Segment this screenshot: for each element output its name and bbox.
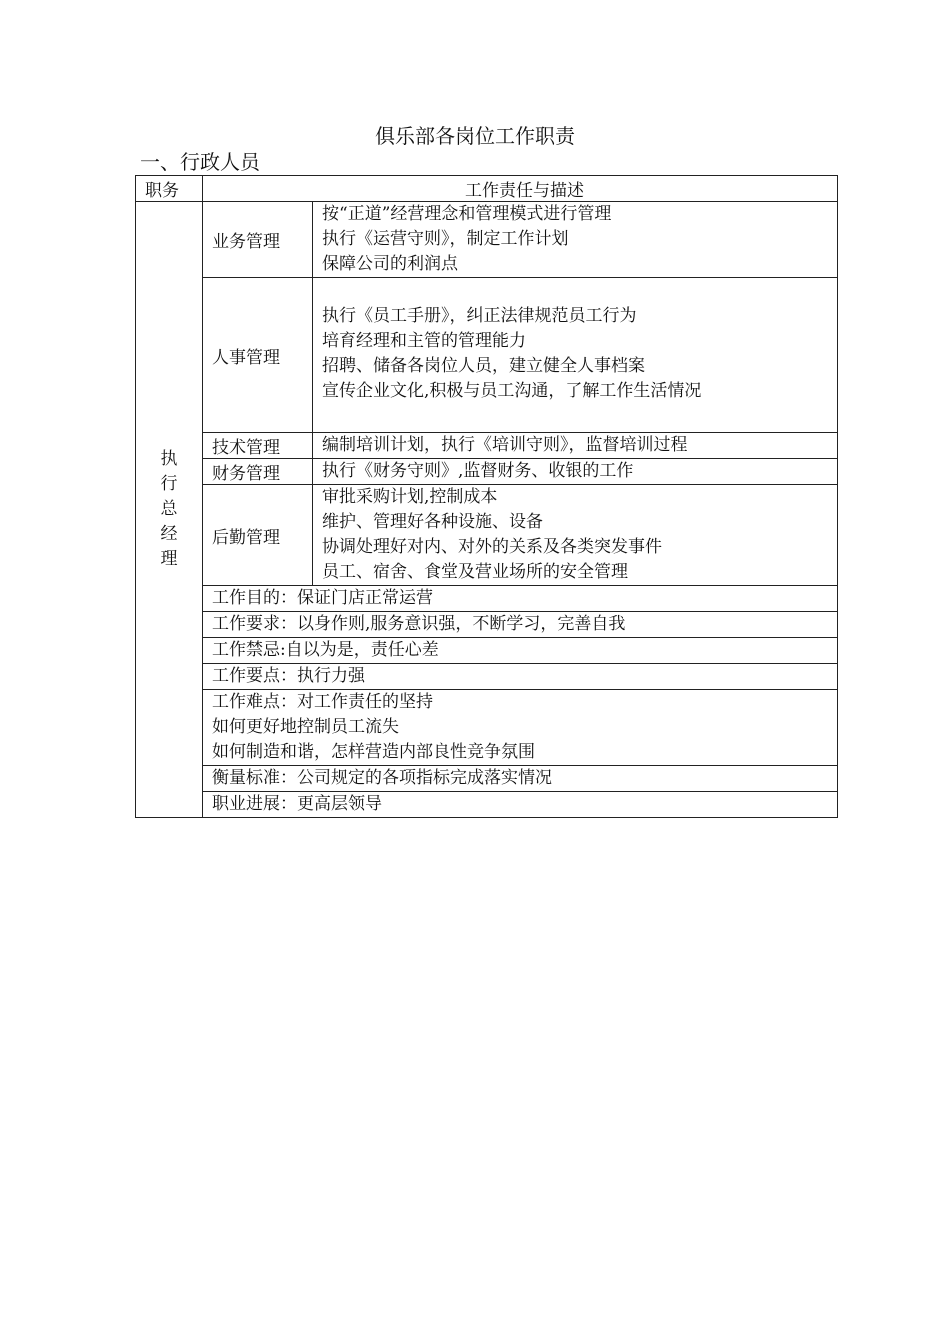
- note-line: 工作要求：以身作则,服务意识强，不断学习，完善自我: [212, 614, 626, 634]
- description-line: 执行《员工手册》，纠正法律规范员工行为: [322, 306, 637, 326]
- note-line: 职业进展：更高层领导: [212, 794, 382, 814]
- description-line: 保障公司的利润点: [322, 254, 458, 274]
- table-header-row: [136, 176, 838, 202]
- table-row: [136, 638, 838, 664]
- note-cell: [203, 664, 838, 690]
- table-row: [136, 766, 838, 792]
- description-line: 编制培训计划，执行《培训守则》，监督培训过程: [322, 435, 688, 455]
- note-cell: [203, 792, 838, 818]
- table-row: [136, 612, 838, 638]
- area-description: [313, 485, 838, 586]
- note-line: 衡量标准：公司规定的各项指标完成落实情况: [212, 768, 552, 788]
- description-line: 员工、宿舍、食堂及营业场所的安全管理: [322, 562, 628, 582]
- role-char: 总: [160, 499, 178, 519]
- area-label: 后勤管理: [203, 485, 313, 586]
- table-row: [136, 485, 838, 586]
- role-char: 理: [160, 549, 178, 569]
- table-row: [136, 586, 838, 612]
- description-line: 按“正道”经营理念和管理模式进行管理: [322, 204, 612, 224]
- table-row: [136, 459, 838, 485]
- description-line: 执行《财务守则》,监督财务、收银的工作: [322, 461, 634, 481]
- duty-table: [135, 175, 838, 818]
- role-cell: [136, 202, 203, 818]
- area-description: [313, 433, 838, 459]
- note-cell: [203, 586, 838, 612]
- note-cell: [203, 690, 838, 766]
- area-description: [313, 202, 838, 278]
- description-line: 协调处理好对内、对外的关系及各类突发事件: [322, 537, 662, 557]
- table-row: [136, 664, 838, 690]
- description-line: 审批采购计划,控制成本: [322, 487, 498, 507]
- table-row: [136, 278, 838, 433]
- note-cell: [203, 612, 838, 638]
- description-line: 执行《运营守则》，制定工作计划: [322, 229, 569, 249]
- note-line: 工作要点：执行力强: [212, 666, 365, 686]
- note-cell: [203, 638, 838, 664]
- area-description: [313, 459, 838, 485]
- role-char: 执: [160, 449, 178, 469]
- note-cell: [203, 766, 838, 792]
- table-row: [136, 202, 838, 278]
- note-line: 如何更好地控制员工流失: [212, 717, 399, 737]
- role-char: 行: [160, 474, 178, 494]
- table-row: [136, 690, 838, 766]
- area-label: 技术管理: [203, 433, 313, 459]
- note-line: 如何制造和谐，怎样营造内部良性竞争氛围: [212, 742, 535, 762]
- description-line: 宣传企业文化,积极与员工沟通，了解工作生活情况: [322, 381, 702, 401]
- note-line: 工作禁忌:自以为是，责任心差: [212, 640, 439, 660]
- table-row: [136, 792, 838, 818]
- note-line: 工作目的：保证门店正常运营: [212, 588, 433, 608]
- description-line: 招聘、储备各岗位人员，建立健全人事档案: [322, 356, 645, 376]
- section-heading: 一、行政人员: [140, 150, 260, 174]
- area-description: [313, 278, 838, 433]
- area-label: 人事管理: [203, 278, 313, 433]
- document-title: 俱乐部各岗位工作职责: [375, 124, 575, 148]
- role-char: 经: [160, 524, 178, 544]
- description-line: 维护、管理好各种设施、设备: [322, 512, 543, 532]
- header-description: 工作责任与描述: [203, 176, 838, 202]
- header-role: 职务: [136, 176, 203, 202]
- table-row: [136, 433, 838, 459]
- description-line: 培育经理和主管的管理能力: [322, 331, 526, 351]
- area-label: 财务管理: [203, 459, 313, 485]
- area-label: 业务管理: [203, 202, 313, 278]
- note-line: 工作难点：对工作责任的坚持: [212, 692, 433, 712]
